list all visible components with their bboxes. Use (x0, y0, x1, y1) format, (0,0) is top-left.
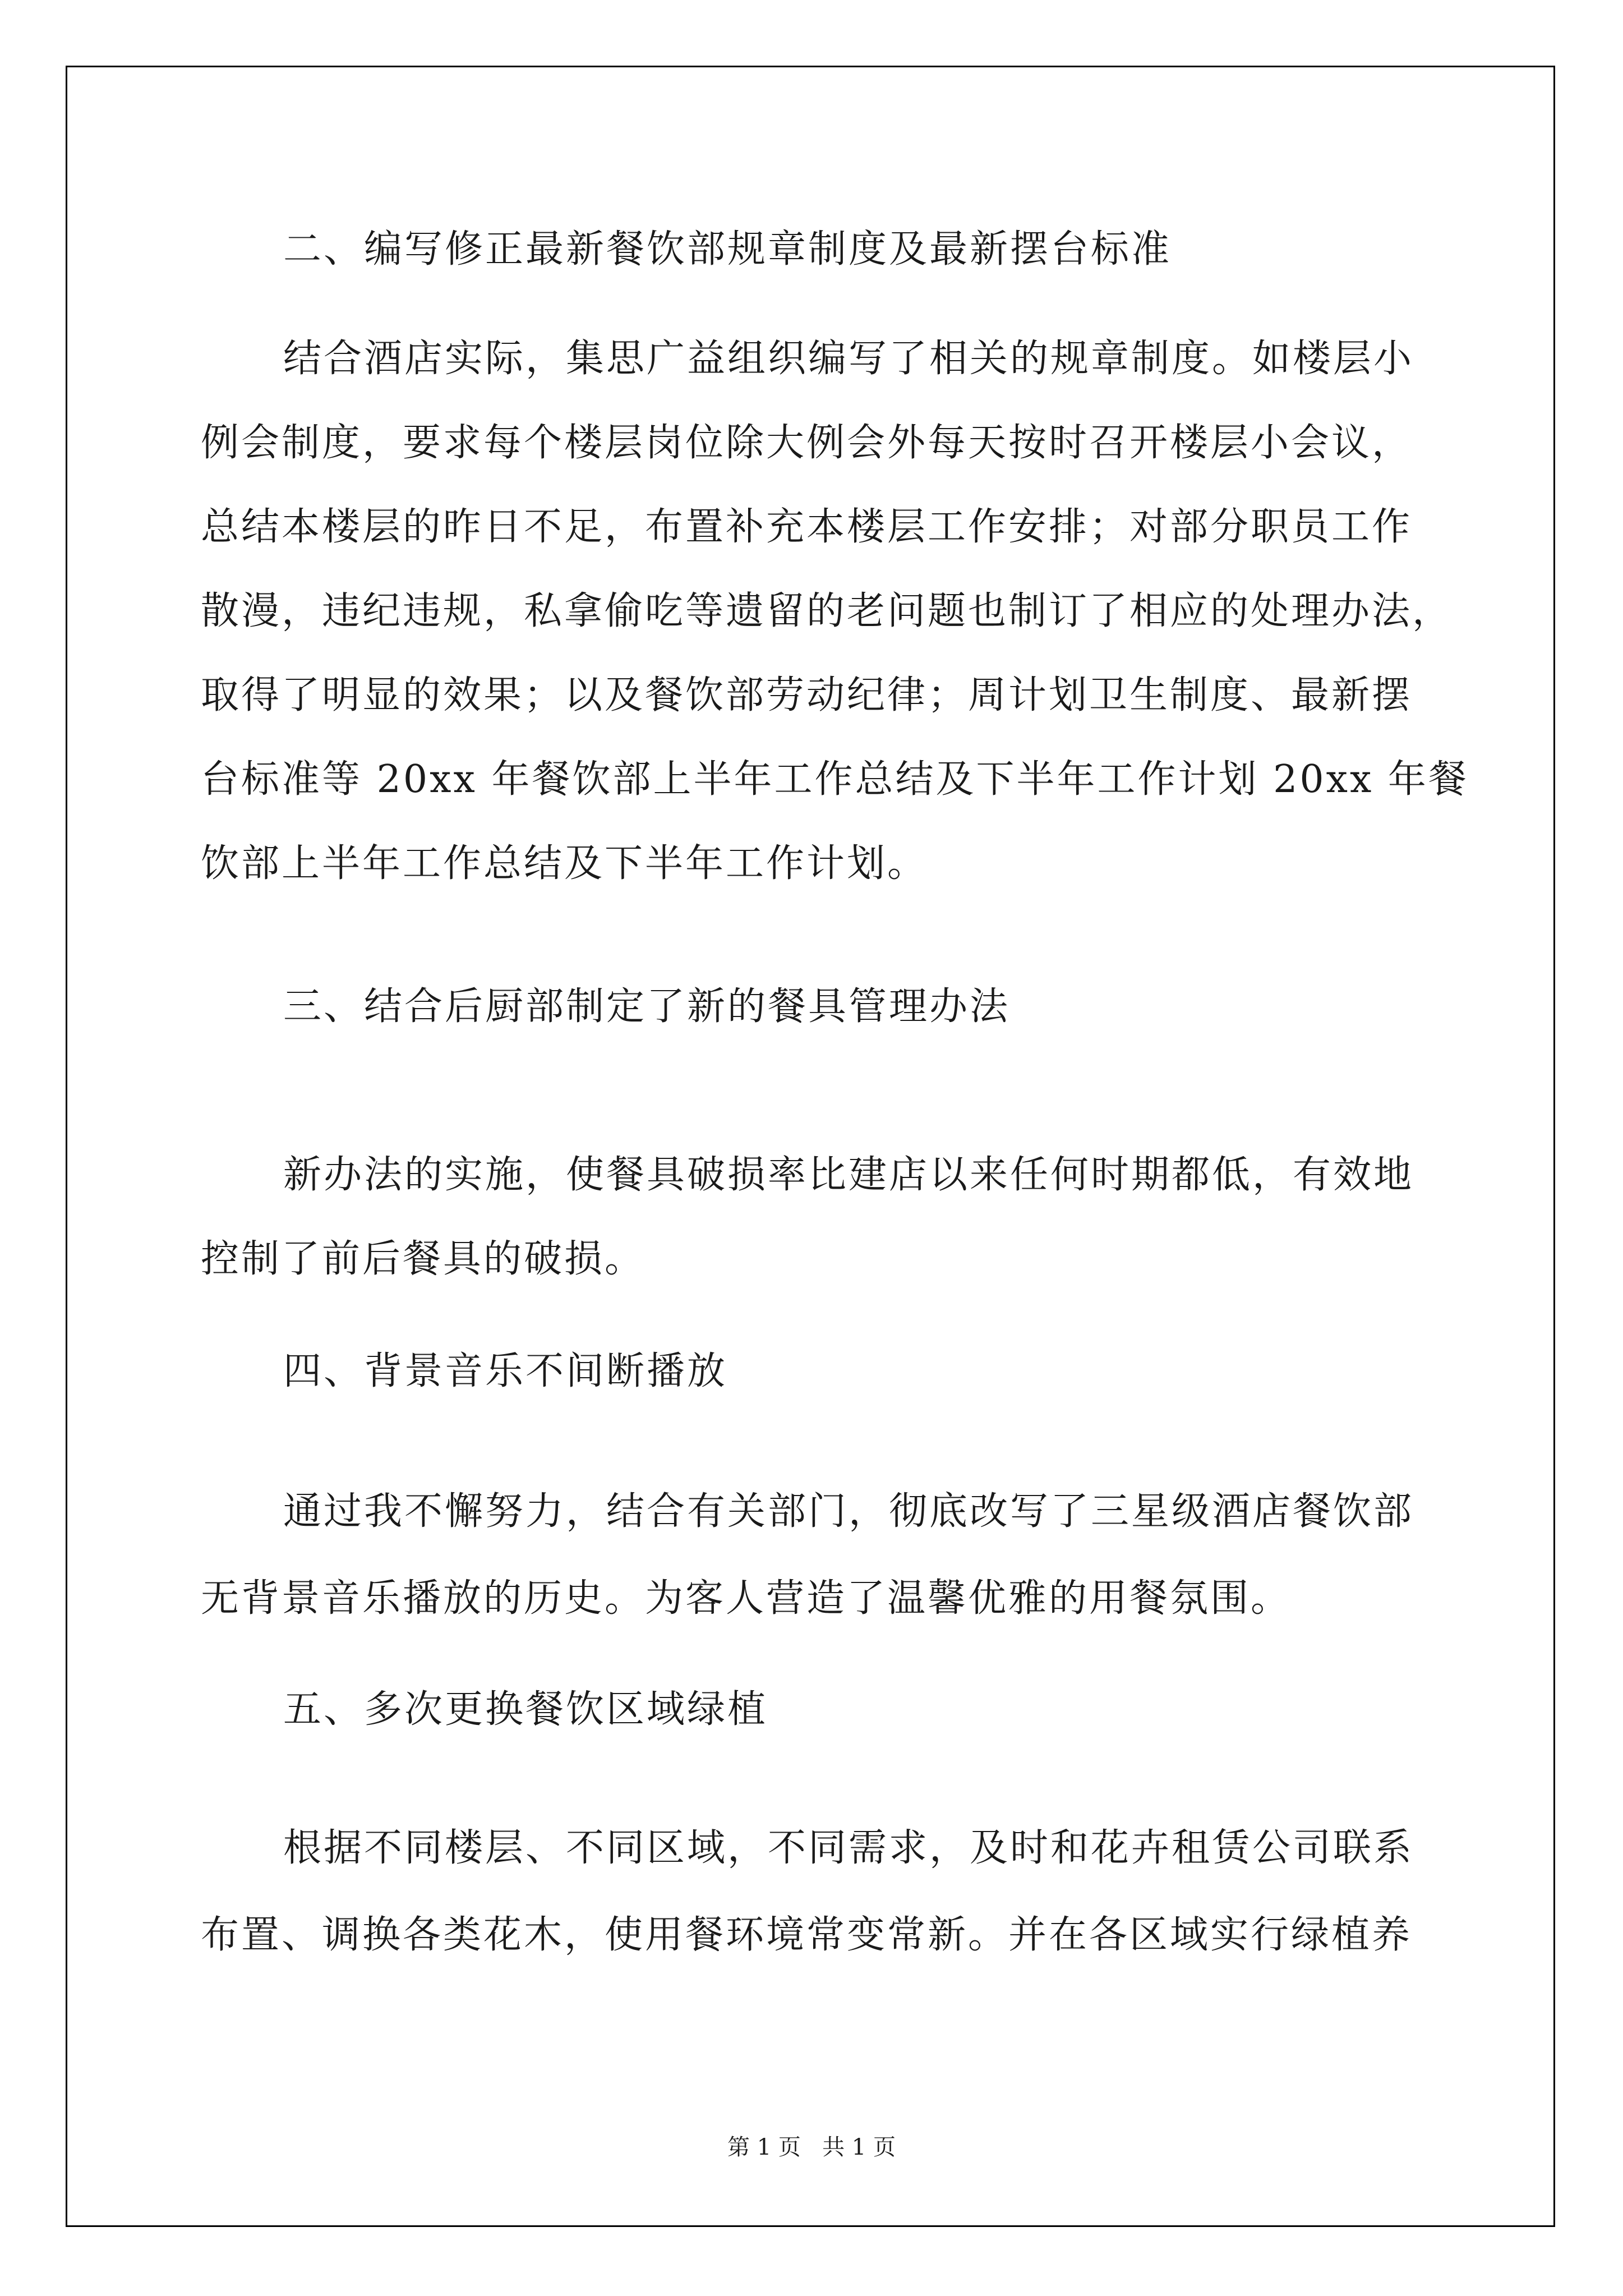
paragraph-line: 无背景音乐播放的历史。为客人营造了温馨优雅的用餐氛围。 (201, 1576, 1292, 1621)
paragraph-line: 饮部上半年工作总结及下半年工作计划。 (201, 841, 928, 886)
section-heading: 二、编写修正最新餐饮部规章制度及最新摆台标准 (283, 227, 1172, 272)
paragraph-line: 根据不同楼层、不同区域，不同需求，及时和花卉租赁公司联系 (283, 1826, 1414, 1870)
page-border (66, 66, 1555, 2227)
section-heading: 四、背景音乐不间断播放 (283, 1349, 728, 1393)
paragraph-line: 散漫，违纪违规，私拿偷吃等遗留的老问题也制订了相应的处理办法， (201, 589, 1453, 633)
paragraph-line: 台标准等 20xx 年餐饮部上半年工作总结及下半年工作计划 20xx 年餐 (201, 757, 1469, 802)
paragraph-line: 新办法的实施，使餐具破损率比建店以来任何时期都低，有效地 (283, 1153, 1414, 1197)
paragraph-line: 控制了前后餐具的破损。 (201, 1237, 645, 1281)
paragraph-line: 例会制度，要求每个楼层岗位除大例会外每天按时召开楼层小会议， (201, 421, 1413, 465)
paragraph-line: 取得了明显的效果；以及餐饮部劳动纪律；周计划卫生制度、最新摆 (201, 673, 1413, 717)
section-heading: 五、多次更换餐饮区域绿植 (283, 1687, 768, 1732)
page-footer: 第 1 页 共 1 页 (727, 2134, 896, 2160)
paragraph-line: 通过我不懈努力，结合有关部门，彻底改写了三星级酒店餐饮部 (283, 1489, 1414, 1534)
paragraph-line: 结合酒店实际，集思广益组织编写了相关的规章制度。如楼层小 (283, 337, 1414, 381)
section-heading: 三、结合后厨部制定了新的餐具管理办法 (283, 984, 1011, 1029)
paragraph-line: 布置、调换各类花木，使用餐环境常变常新。并在各区域实行绿植养 (201, 1913, 1413, 1957)
paragraph-line: 总结本楼层的昨日不足，布置补充本楼层工作安排；对部分职员工作 (201, 505, 1413, 549)
